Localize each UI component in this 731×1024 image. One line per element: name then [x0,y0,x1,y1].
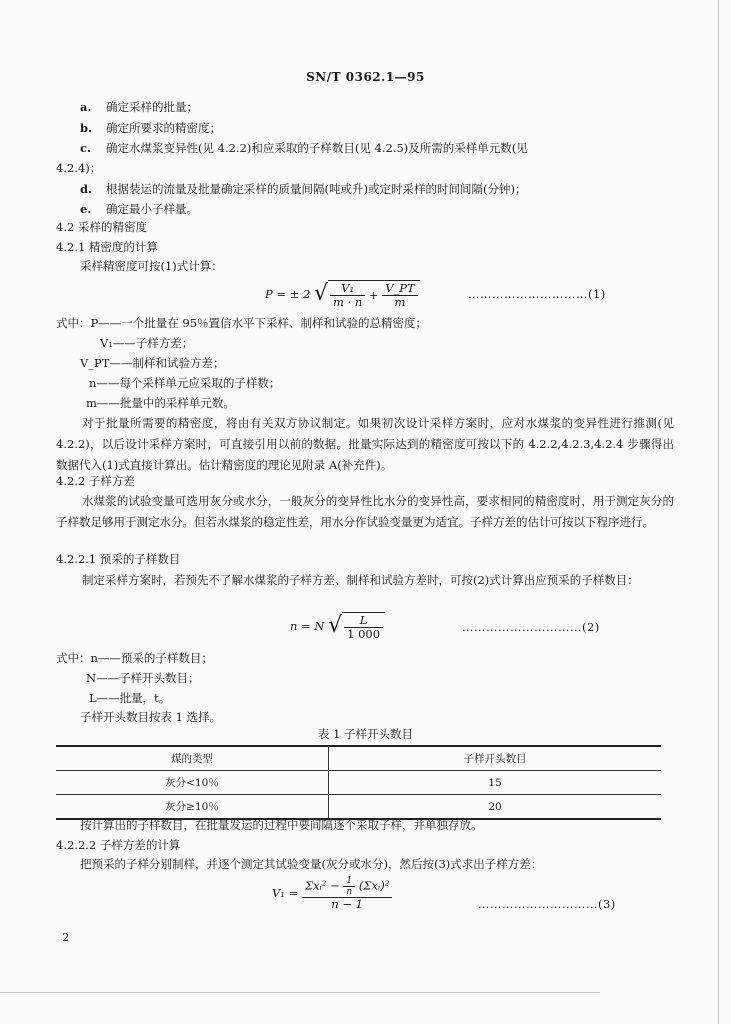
sqrt-sign: √ [328,613,343,639]
page-header: SN/T 0362.1—95 [306,70,425,84]
numerator [302,876,392,898]
paragraph: 对于批量所需要的精密度，将由有关双方协议制定。如果初次设计采样方案时，应对水煤浆的变异性进行推测(见 4.2.2)，以后设计采样方案时，可直接引用以前的数据。批量实际达到的精密度可按以下的 4.2.2,4.2.3,4.2.4 步骤得出数据代入(1)式直接计算出。估计精密度的理论见附录 A(补充件)。 [56,416,674,472]
eq3-lhs: V₁ = [272,886,299,901]
equation-3 [272,876,392,911]
where-line: V_PT——制样和试验方差； [80,356,225,370]
paragraph: 采样精密度可按(1)式计算： [80,259,223,273]
item-text: 确定最小子样量。 [106,202,198,216]
item-label: e. [80,202,92,216]
where-line: L——批量，t。 [89,691,171,705]
equation-number: …………………………(1) [468,287,606,301]
item-text: 确定所要求的精密度； [106,121,221,135]
equation-1 [265,280,420,309]
fraction [302,876,392,911]
section-heading: 4.2 采样的精密度 [56,220,147,234]
item-label: d. [80,182,93,196]
numerator: V_PT [382,282,417,296]
numerator-part: Σxᵢ² − [304,878,340,893]
where-line: m——批量中的采样单元数。 [86,396,235,410]
list-item [80,182,526,197]
where-line: N——子样开头数目； [86,671,200,685]
sqrt-sign: √ [313,281,328,307]
paragraph: 制定采样方案时，若预先不了解水煤浆的子样方差、制样和试验方差时，可按(2)式计算出应预采的子样数目： [82,573,639,587]
item-label: c. [80,141,92,155]
item-text: 根据装运的流量及批量确定采样的质量间隔(吨或升)或定时采样的时间间隔(分钟)； [106,182,527,196]
plus-sign: + [368,288,379,303]
equation-2 [290,612,385,641]
table-cell: 灰分≥10％ [56,795,329,820]
table-cell: 灰分<10％ [56,771,329,795]
list-item [80,121,221,136]
equation-number: …………………………(2) [462,620,600,634]
section-heading: 4.2.2 子样方差 [56,474,135,488]
denominator: n [346,887,353,897]
paragraph: 把预采的子样分别制样，并逐个测定其试验变量(灰分或水分)，然后按(3)式求出子样方差： [80,857,543,871]
eq2-lhs: n = N [290,619,325,634]
table-title: 表 1 子样开头数目 [317,727,414,741]
where-line: 式中：P——一个批量在 95％置信水平下采样、制样和试验的总精密度； [56,316,428,330]
table-cell: 20 [329,795,662,820]
fraction [330,282,365,309]
where-line: n——每个采样单元应采取的子样数； [89,376,281,390]
fraction [344,614,383,641]
scan-edge-line [718,0,719,1024]
denominator: n − 1 [331,897,363,911]
paragraph: 子样开头数目按表 1 选择。 [80,710,222,724]
table-row [56,795,661,820]
equation-number: …………………………(3) [478,897,616,911]
list-item [80,202,198,217]
paragraph: 水煤浆的试验变量可选用灰分或水分，一般灰分的变异性比水分的变异性高，要求相同的精密度时，用于测定灰分的子样数足够用于测定水分。但若水煤浆的稳定性差，用水分作试验变量更为适宜。子样方差的估计可按以下程序进行。 [56,494,674,529]
denominator: m [394,295,406,309]
numerator-part: (Σxᵢ)² [358,878,390,893]
denominator: 1 000 [347,627,381,641]
fraction [382,282,417,309]
paragraph: 按计算出的子样数目，在批量发运的过程中要间隔逐个采取子样，并单独存放。 [80,818,483,832]
table-header-cell: 煤的类型 [56,746,329,771]
table-header-row [56,746,661,771]
list-item [80,100,198,115]
page-number: 2 [62,930,70,944]
item-label: b. [80,121,93,135]
item-continuation: 4.2.4)； [56,161,102,175]
table-cell: 15 [329,771,662,795]
sqrt-body [328,280,420,309]
section-heading: 4.2.1 精密度的计算 [56,240,158,254]
eq1-lhs: P = ± 2 [265,287,311,302]
item-label: a. [80,100,92,114]
section-heading: 4.2.2.2 子样方差的计算 [56,838,181,852]
numerator: V₁ [330,282,365,296]
data-table [56,745,661,820]
section-heading: 4.2.2.1 预采的子样数目 [56,552,181,566]
table-row [56,771,661,795]
where-line: 式中：n——预采的子样数目； [56,651,213,665]
item-text: 确定水煤浆变异性(见 4.2.2)和应采取的子样数目(见 4.2.5)及所需的采样单元数(见 [106,141,528,155]
sqrt-body [342,612,385,641]
scan-bottom-line [0,992,600,993]
denominator: m · n [332,295,363,309]
list-item [80,141,528,156]
item-text: 确定采样的批量； [106,100,198,114]
numerator: 1 [343,876,355,887]
table-header-cell: 子样开头数目 [329,746,662,771]
fraction [343,876,355,897]
numerator: L [344,614,383,628]
where-line: V₁——子样方差； [100,336,194,350]
